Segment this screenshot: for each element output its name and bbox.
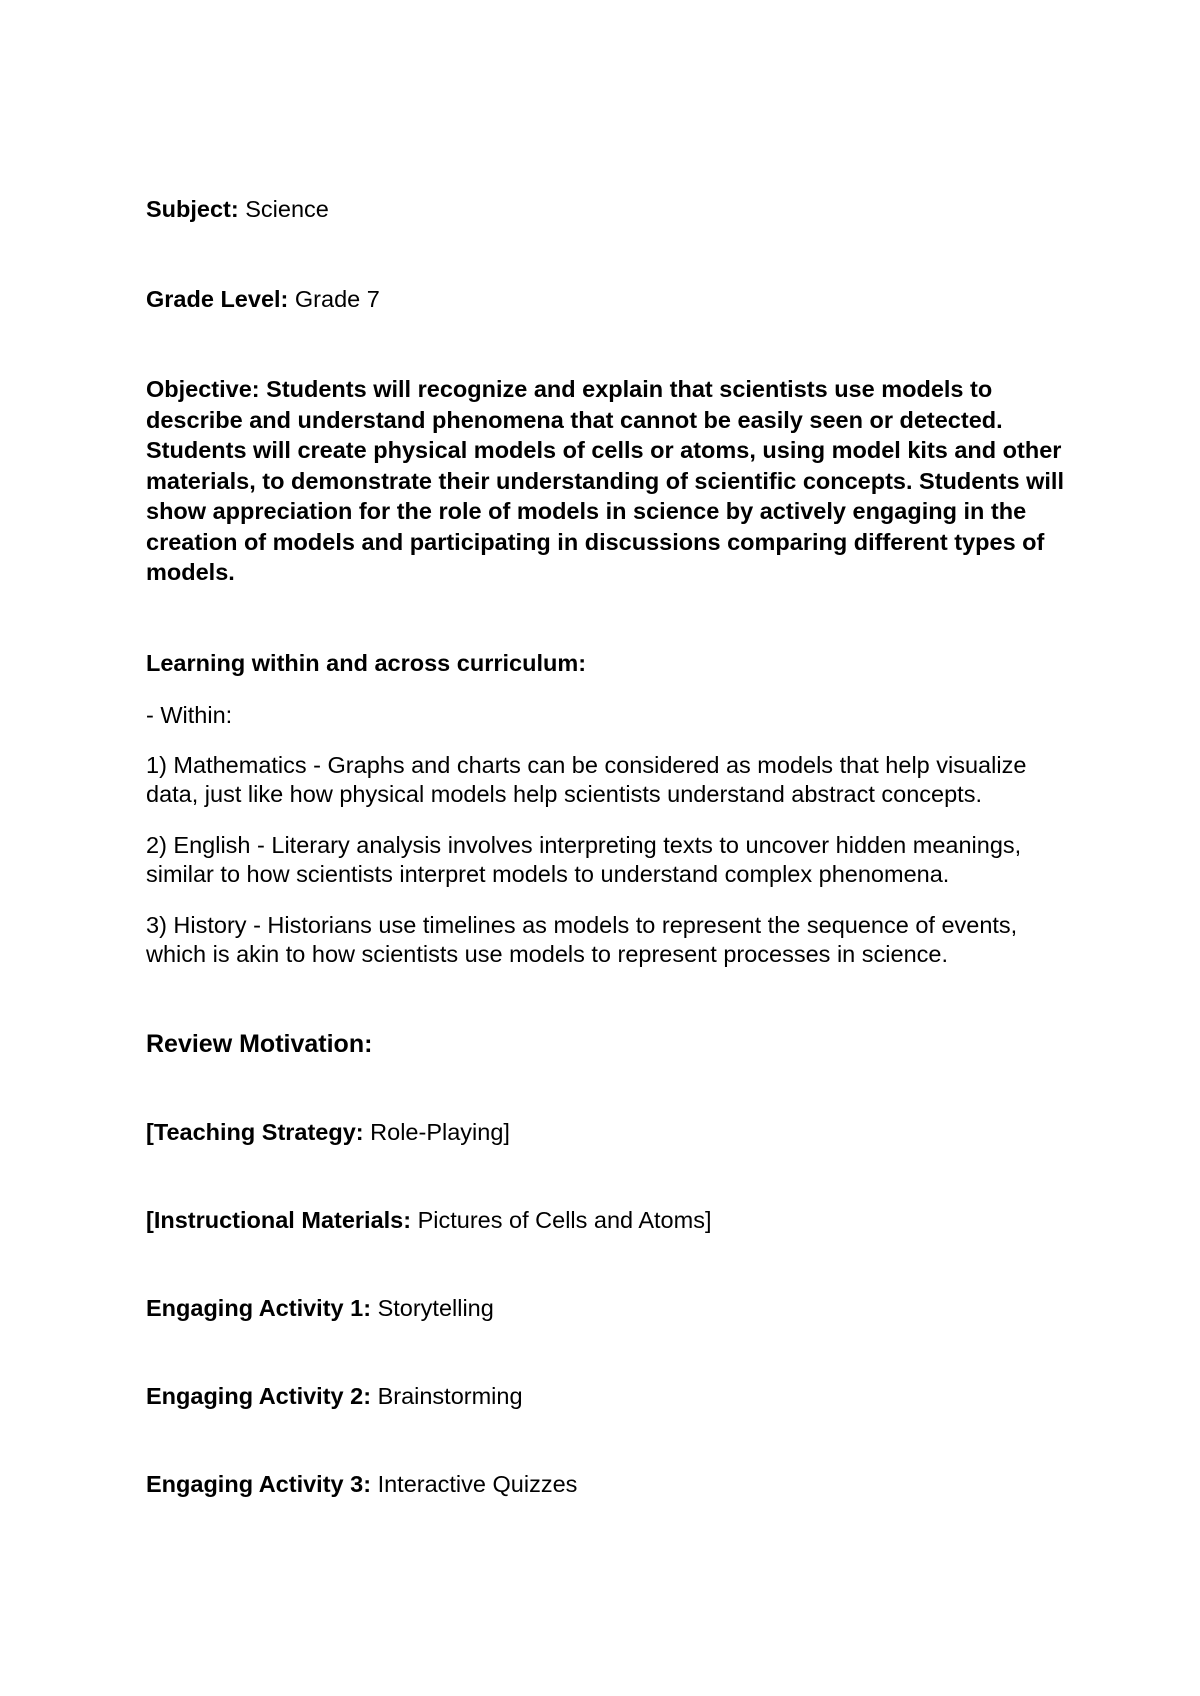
instructional-materials-label: Instructional Materials: xyxy=(153,1207,412,1233)
activity-1-label: Engaging Activity 1: xyxy=(146,1295,372,1321)
learning-item-mathematics: 1) Mathematics - Graphs and charts can be considered as models that help visualize data, just like how physical models help scientists understand abstract concepts. xyxy=(146,752,1027,807)
objective-text: Students will recognize and explain that scientists use models to describe and understand phenomena that cannot be easily seen or detected. Students will create physical models of cells or atoms, using model kits and other materials, to demonstrate their understanding of scientific concepts. Students will show appreciation for the role of models in science by actively engaging in the creation of models and participating in discussions comparing different types of models. xyxy=(146,376,1064,585)
teaching-strategy-label: Teaching Strategy: xyxy=(153,1119,364,1145)
grade-level-label: Grade Level: xyxy=(146,286,289,312)
learning-item-history: 3) History - Historians use timelines as models to represent the sequence of events, which is akin to how scientists use models to represent processes in science. xyxy=(146,912,1018,967)
activity-3-line xyxy=(146,1469,577,1499)
activity-2-line xyxy=(146,1381,523,1411)
teaching-strategy-line xyxy=(146,1117,510,1147)
review-motivation-heading: Review Motivation: xyxy=(146,1030,373,1058)
activity-3-label: Engaging Activity 3: xyxy=(146,1471,372,1497)
activity-2-value: Brainstorming xyxy=(377,1383,523,1409)
subject-line xyxy=(146,194,329,224)
instructional-materials-bracket: [ xyxy=(146,1207,154,1233)
grade-level-line xyxy=(146,284,380,314)
activity-1-line xyxy=(146,1293,494,1323)
grade-level-value: Grade 7 xyxy=(294,286,380,312)
objective-paragraph xyxy=(146,374,1076,588)
teaching-strategy-value: Role-Playing] xyxy=(370,1119,510,1145)
objective-label: Objective: xyxy=(146,376,260,402)
teaching-strategy-bracket: [ xyxy=(146,1119,154,1145)
learning-item-english: 2) English - Literary analysis involves interpreting texts to uncover hidden meanings, similar to how scientists interpret models to understand complex phenomena. xyxy=(146,832,1022,887)
subject-value: Science xyxy=(245,196,329,222)
activity-2-label: Engaging Activity 2: xyxy=(146,1383,372,1409)
instructional-materials-value: Pictures of Cells and Atoms] xyxy=(417,1207,712,1233)
within-label: - Within: xyxy=(146,702,233,728)
learning-heading: Learning within and across curriculum: xyxy=(146,650,587,676)
activity-3-value: Interactive Quizzes xyxy=(377,1471,578,1497)
activity-1-value: Storytelling xyxy=(377,1295,494,1321)
subject-label: Subject: xyxy=(146,196,239,222)
instructional-materials-line xyxy=(146,1205,712,1235)
